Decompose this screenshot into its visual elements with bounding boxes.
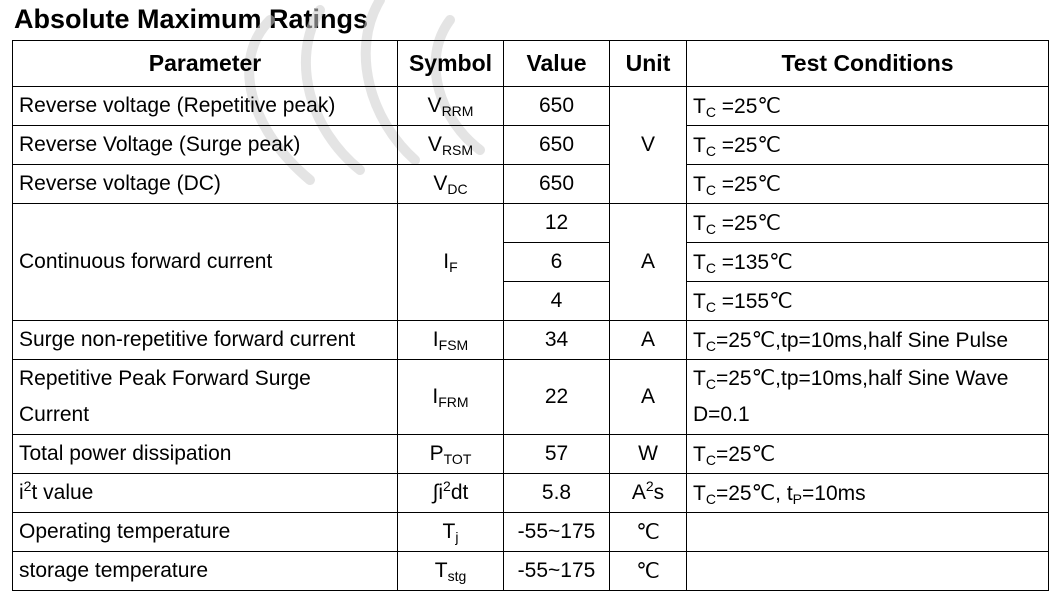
condition-cell: $T_C$ =25℃ — [687, 126, 1049, 165]
unit-cell: V — [610, 87, 687, 204]
symbol-cell: $V_{DC}$ — [398, 165, 504, 204]
absolute-maximum-ratings-table — [12, 40, 1049, 591]
parameter-cell: Reverse voltage (DC) — [13, 165, 398, 204]
unit-cell: A — [610, 360, 687, 435]
parameter-cell: Surge non-repetitive forward current — [13, 321, 398, 360]
condition-cell: $T_C$ =25℃ — [687, 204, 1049, 243]
section-title: Absolute Maximum Ratings — [14, 4, 369, 34]
unit-cell: W — [610, 435, 687, 474]
unit-cell: A — [610, 321, 687, 360]
condition-cell: $T_C=25℃$ — [687, 435, 1049, 474]
condition-cell — [687, 513, 1049, 552]
unit-cell: $A^2s$ — [610, 474, 687, 513]
value-cell: 12 — [504, 204, 610, 243]
parameter-cell: Total power dissipation — [13, 435, 398, 474]
symbol-cell: $T_{stg}$ — [398, 552, 504, 591]
table-row — [13, 474, 1049, 513]
condition-cell: $T_C=25℃$, $t_P=10ms$ — [687, 474, 1049, 513]
value-cell: 650 — [504, 165, 610, 204]
symbol-cell: $I_{FRM}$ — [398, 360, 504, 435]
table-row — [13, 552, 1049, 591]
value-cell: 5.8 — [504, 474, 610, 513]
condition-cell: $T_C=25℃,tp=10ms,half$ Sine Pulse — [687, 321, 1049, 360]
condition-cell: $T_C=25℃,tp=10ms,half$ Sine Wave D=0.1 — [687, 360, 1049, 435]
table-row — [13, 165, 1049, 204]
condition-cell: $T_C$ =135℃ — [687, 243, 1049, 282]
table-row — [13, 321, 1049, 360]
header-test-conditions: Test Conditions — [687, 41, 1049, 87]
parameter-cell: Repetitive Peak Forward Surge Current — [13, 360, 398, 435]
parameter-cell: Reverse Voltage (Surge peak) — [13, 126, 398, 165]
symbol-cell: $T_j$ — [398, 513, 504, 552]
value-cell: 6 — [504, 243, 610, 282]
value-cell: -55~175 — [504, 552, 610, 591]
unit-cell: ℃ — [610, 513, 687, 552]
header-value: Value — [504, 41, 610, 87]
value-cell: 34 — [504, 321, 610, 360]
header-unit: Unit — [610, 41, 687, 87]
parameter-cell: $i^2t$ value — [13, 474, 398, 513]
condition-cell — [687, 552, 1049, 591]
value-cell: 22 — [504, 360, 610, 435]
symbol-cell: $P_{TOT}$ — [398, 435, 504, 474]
symbol-cell: $V_{RSM}$ — [398, 126, 504, 165]
table-header-row — [13, 41, 1049, 87]
table-row — [13, 513, 1049, 552]
table-row — [13, 126, 1049, 165]
header-symbol: Symbol — [398, 41, 504, 87]
table-row — [13, 360, 1049, 435]
parameter-cell: Continuous forward current — [13, 204, 398, 321]
value-cell: 4 — [504, 282, 610, 321]
symbol-cell: $\int i^2dt$ — [398, 474, 504, 513]
header-parameter: Parameter — [13, 41, 398, 87]
value-cell: 650 — [504, 126, 610, 165]
table-row — [13, 204, 1049, 243]
condition-cell: $T_C$ =25℃ — [687, 87, 1049, 126]
unit-cell: ℃ — [610, 552, 687, 591]
value-cell: 650 — [504, 87, 610, 126]
condition-cell: $T_C$ =155℃ — [687, 282, 1049, 321]
parameter-cell: Reverse voltage (Repetitive peak) — [13, 87, 398, 126]
parameter-cell: storage temperature — [13, 552, 398, 591]
value-cell: 57 — [504, 435, 610, 474]
symbol-cell: $V_{RRM}$ — [398, 87, 504, 126]
table-row — [13, 87, 1049, 126]
unit-cell: A — [610, 204, 687, 321]
symbol-cell: $I_F$ — [398, 204, 504, 321]
condition-cell: $T_C$ =25℃ — [687, 165, 1049, 204]
symbol-cell: $I_{FSM}$ — [398, 321, 504, 360]
value-cell: -55~175 — [504, 513, 610, 552]
table-row — [13, 435, 1049, 474]
parameter-cell: Operating temperature — [13, 513, 398, 552]
